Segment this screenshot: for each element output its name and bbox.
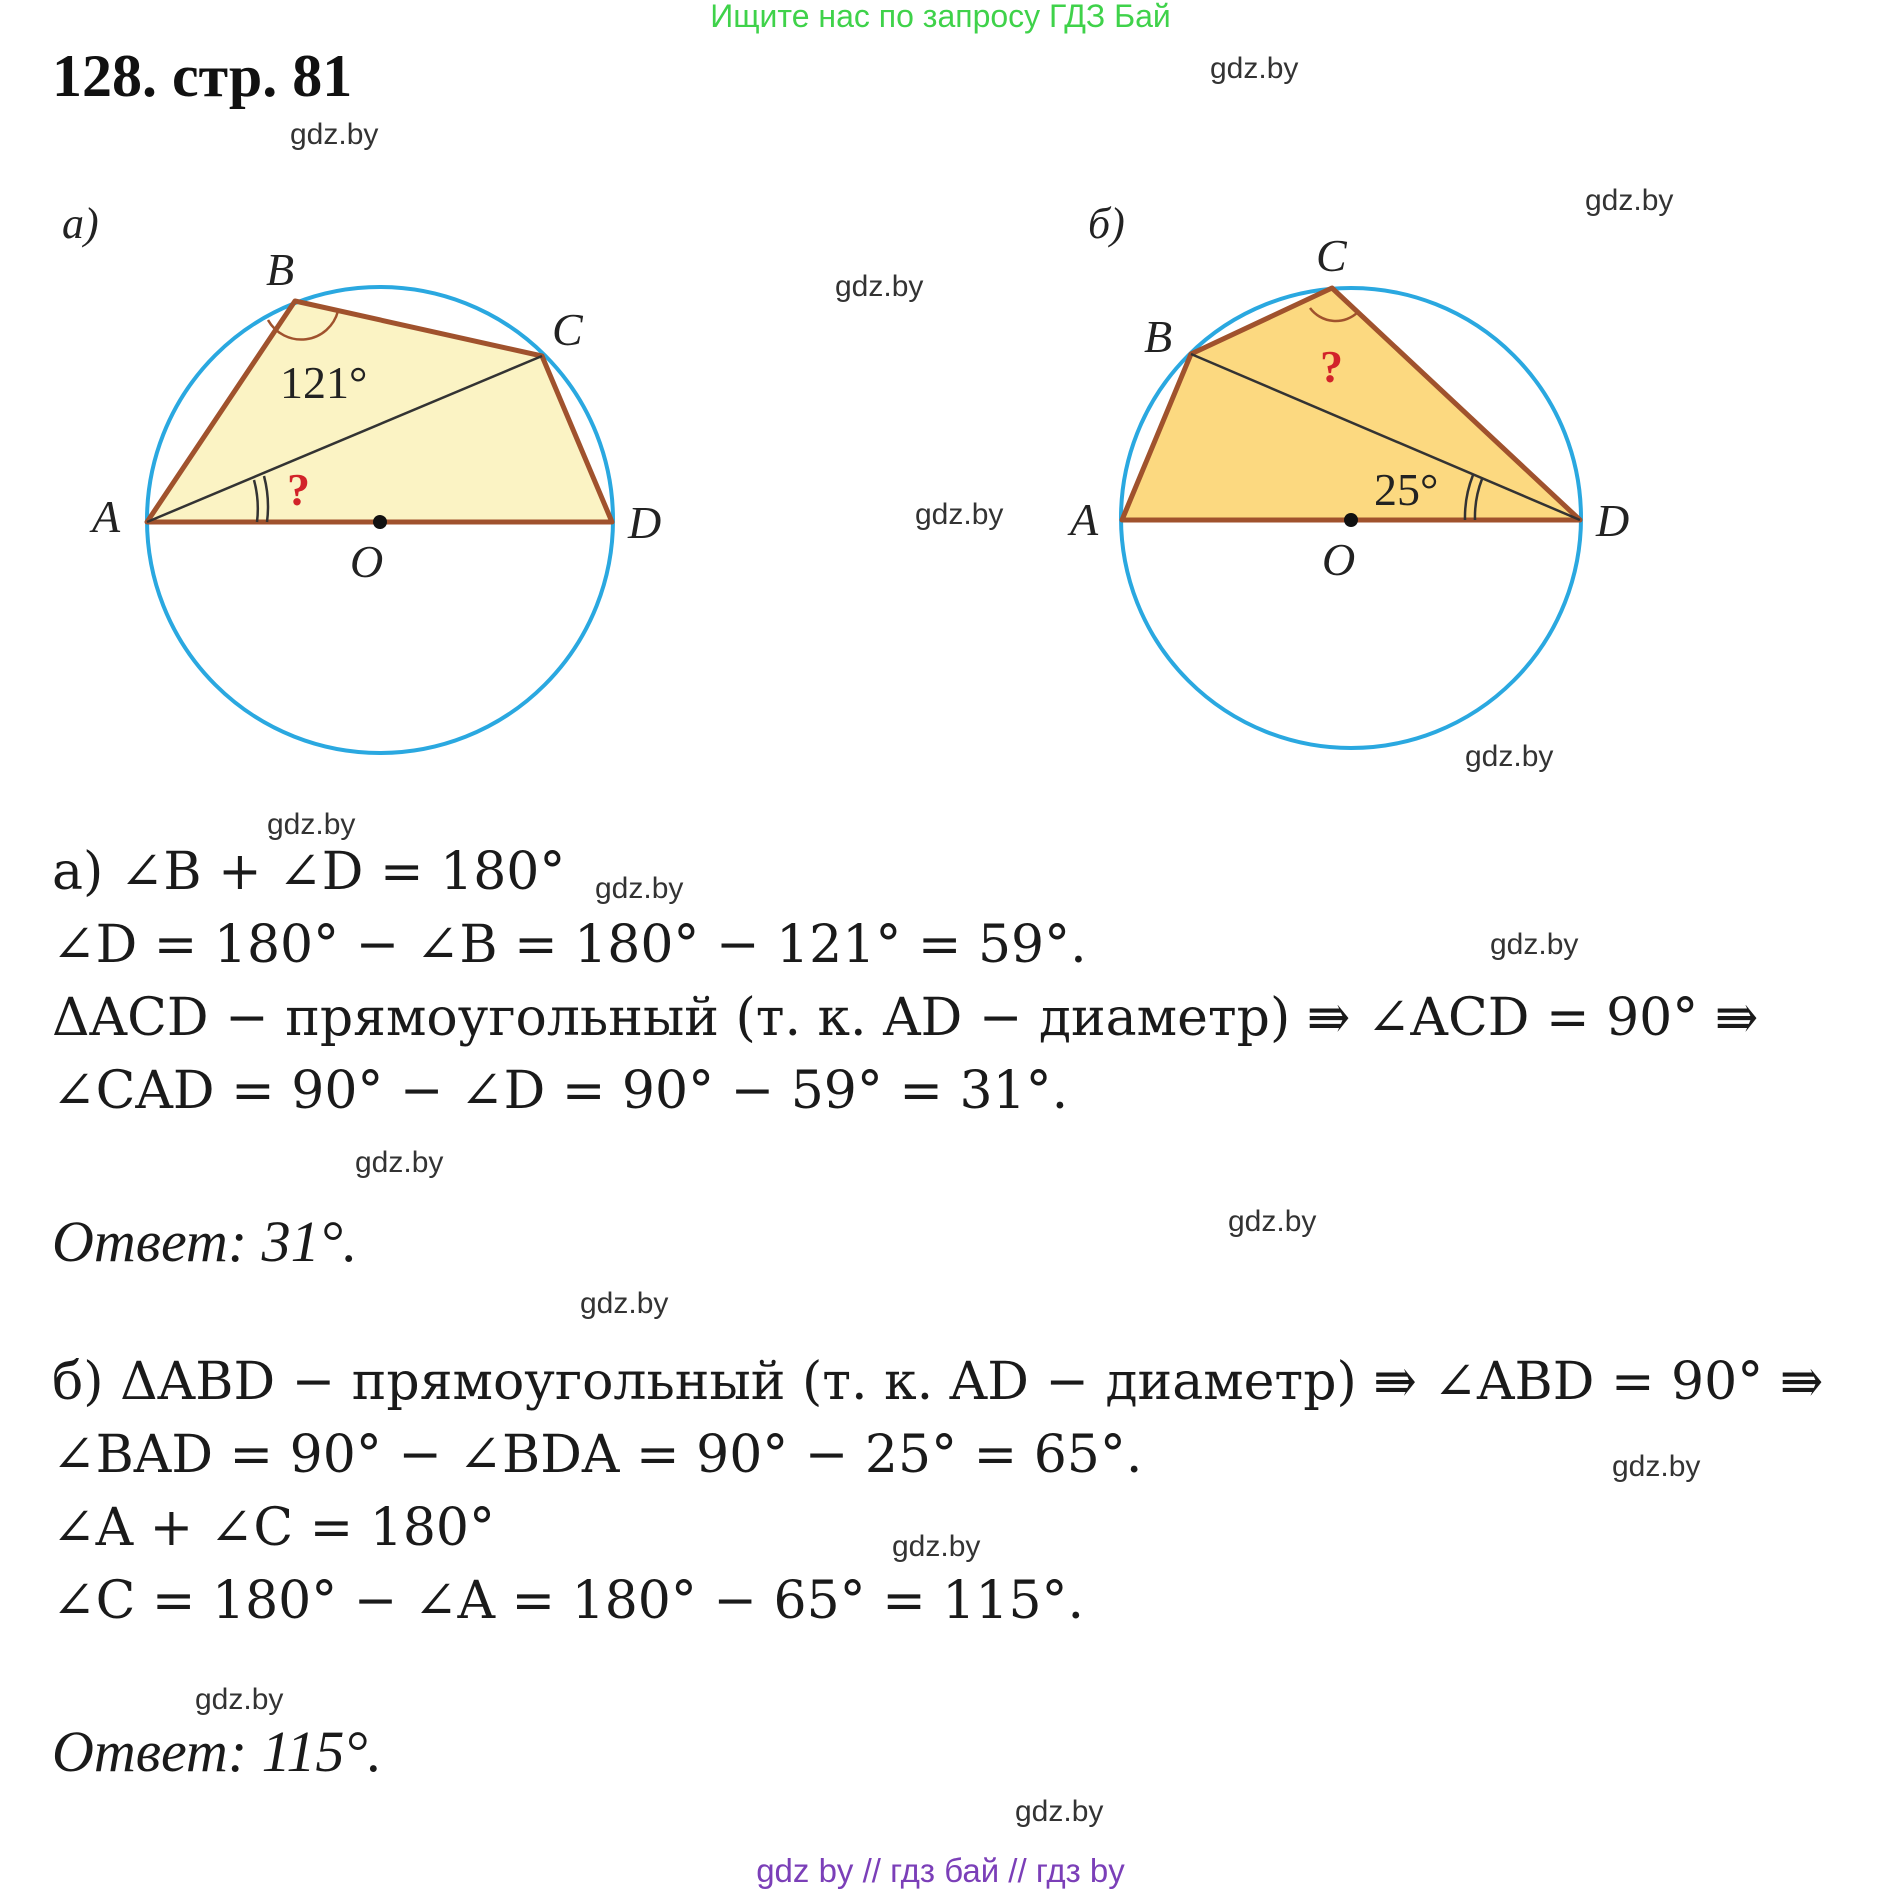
watermark: gdz.by bbox=[915, 498, 1004, 531]
figure-b-point-d: D bbox=[1596, 495, 1630, 546]
exercise-heading: 128. стр. 81 bbox=[52, 43, 353, 109]
figure-a-point-b: B bbox=[266, 244, 295, 295]
solution-a-line-2: ∠D = 180° − ∠B = 180° − 121° = 59°. bbox=[52, 915, 1087, 975]
watermark: gdz.by bbox=[1228, 1205, 1317, 1238]
top-banner: Ищите нас по запросу ГДЗ Бай bbox=[710, 0, 1171, 34]
figure-a-point-o: O bbox=[350, 536, 384, 587]
watermark: gdz.by bbox=[595, 872, 684, 905]
figure-b-inscribed-quadrilateral bbox=[1040, 180, 1680, 780]
solution-b-line-3: ∠A + ∠C = 180° bbox=[52, 1498, 495, 1558]
solution-a-line-4: ∠CAD = 90° − ∠D = 90° − 59° = 31°. bbox=[52, 1061, 1069, 1121]
watermark: gdz.by bbox=[267, 808, 356, 841]
figure-a-unknown-mark: ? bbox=[287, 464, 310, 515]
figure-b-angle-label: 25° bbox=[1374, 464, 1439, 515]
figure-a-center-point bbox=[373, 515, 387, 529]
answer-b: Ответ: 115°. bbox=[52, 1719, 383, 1784]
figure-a-label: а) bbox=[62, 199, 99, 248]
figure-b-point-a: A bbox=[1070, 494, 1099, 545]
watermark: gdz.by bbox=[835, 270, 924, 303]
solution-a-line-3: ΔACD − прямоугольный (т. к. AD − диаметр) ⇛ ∠ACD = 90° ⇛ bbox=[52, 988, 1759, 1048]
watermark: gdz.by bbox=[1612, 1450, 1701, 1483]
figure-a-point-d: D bbox=[628, 497, 662, 548]
solution-a-line-1: а) ∠B + ∠D = 180° bbox=[52, 842, 566, 902]
figure-b-label: б) bbox=[1088, 199, 1125, 248]
watermark: gdz.by bbox=[355, 1146, 444, 1179]
watermark: gdz.by bbox=[1465, 740, 1554, 773]
solution-b-line-1: б) ΔABD − прямоугольный (т. к. AD − диаметр) ⇛ ∠ABD = 90° ⇛ bbox=[52, 1352, 1824, 1412]
watermark: gdz.by bbox=[1490, 928, 1579, 961]
figure-b-point-c: C bbox=[1316, 230, 1347, 281]
footer-links: gdz by // гдз бай // гдз by bbox=[756, 1852, 1125, 1889]
watermark: gdz.by bbox=[195, 1683, 284, 1716]
figure-a-fill bbox=[147, 301, 612, 522]
watermark: gdz.by bbox=[1210, 52, 1299, 85]
figure-b-point-o: O bbox=[1322, 534, 1356, 585]
figure-a-inscribed-quadrilateral bbox=[0, 180, 720, 780]
watermark: gdz.by bbox=[892, 1530, 981, 1563]
figure-b-point-b: B bbox=[1144, 311, 1173, 362]
figure-a-angle-label: 121° bbox=[280, 357, 368, 408]
solution-b-line-4: ∠C = 180° − ∠A = 180° − 65° = 115°. bbox=[52, 1571, 1085, 1631]
figure-a-point-c: C bbox=[552, 304, 583, 355]
watermark: gdz.by bbox=[1585, 184, 1674, 217]
figure-b-center-point bbox=[1344, 513, 1358, 527]
figure-b-fill bbox=[1122, 288, 1580, 520]
figure-a-point-a: A bbox=[92, 491, 121, 542]
watermark: gdz.by bbox=[290, 118, 379, 151]
watermark: gdz.by bbox=[1015, 1795, 1104, 1828]
solution-b-line-2: ∠BAD = 90° − ∠BDA = 90° − 25° = 65°. bbox=[52, 1425, 1143, 1485]
figure-b-unknown-mark: ? bbox=[1320, 341, 1343, 392]
watermark: gdz.by bbox=[580, 1287, 669, 1320]
answer-a: Ответ: 31°. bbox=[52, 1209, 358, 1274]
